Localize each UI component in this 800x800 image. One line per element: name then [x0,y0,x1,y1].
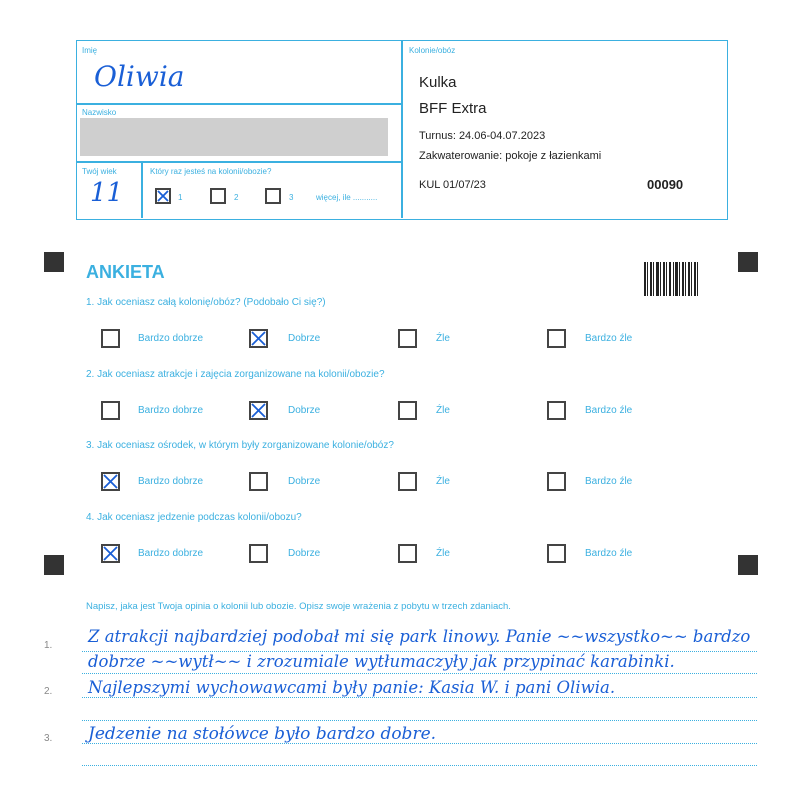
question-4-option-label: Źle [436,548,450,559]
question-2-text: 2. Jak oceniasz atrakcje i zajęcia zorganizowane na kolonii/obozie? [86,369,385,380]
question-3-checkbox-2[interactable] [249,472,268,491]
times-more-label: więcej, ile ........... [316,193,378,202]
camp-program: BFF Extra [419,100,487,117]
question-3-option-label: Źle [436,476,450,487]
question-1-checkbox-2[interactable] [249,329,268,348]
question-4-option-label: Dobrze [288,548,321,559]
question-3-text: 3. Jak oceniasz ośrodek, w którym były zorganizowane kolonie/obóz? [86,440,394,451]
registration-marker-top-left [44,252,64,272]
name-value[interactable]: Oliwia [94,60,185,93]
times-checkbox-1[interactable] [155,188,171,204]
question-4-checkbox-3[interactable] [398,544,417,563]
question-4-option-label: Bardzo dobrze [138,548,204,559]
times-label: Który raz jesteś na kolonii/obozie? [150,167,272,176]
question-2-checkbox-3[interactable] [398,401,417,420]
check-x-icon [155,188,171,204]
opinion-number-2: 2. [44,686,53,697]
form-number: 00090 [647,177,684,192]
question-2-checkbox-1[interactable] [101,401,120,420]
header-divider-age [141,161,143,218]
question-3-option-label: Bardzo źle [585,476,633,487]
question-3-option-label: Bardzo dobrze [138,476,204,487]
question-1-option-label: Dobrze [288,333,321,344]
registration-marker-bottom-left [44,555,64,575]
times-checkbox-3[interactable] [265,188,281,204]
camp-code: KUL 01/07/23 [419,179,486,191]
turnus-text: Turnus: 24.06-04.07.2023 [419,130,546,142]
barcode-icon [644,262,698,296]
age-value[interactable]: 11 [90,178,124,208]
survey-title: ANKIETA [86,262,165,282]
header-divider-vertical [401,40,403,218]
registration-marker-bottom-right [738,555,758,575]
check-x-icon [249,329,268,348]
opinion-line-1[interactable]: Z atrakcji najbardziej podobał mi się park linowy. Panie ~~wszystko~~ bardzo [88,627,751,646]
question-1-option-label: Źle [436,333,450,344]
check-x-icon [101,544,120,563]
opinion-line-2[interactable]: dobrze ~~wytł~~ i zrozumiale wytłumaczyły jak przypinać karabinki. [88,652,675,671]
question-2-checkbox-4[interactable] [547,401,566,420]
times-option-3: 3 [289,193,294,202]
question-1-checkbox-4[interactable] [547,329,566,348]
question-1-checkbox-1[interactable] [101,329,120,348]
question-2-option-label: Źle [436,405,450,416]
header-divider-name [76,103,402,105]
surname-label: Nazwisko [82,108,117,117]
question-4-option-label: Bardzo źle [585,548,633,559]
opinion-line-3[interactable]: Najlepszymi wychowawcami były panie: Kasia W. i pani Oliwia. [88,678,616,697]
accommodation-text: Zakwaterowanie: pokoje z łazienkami [419,150,602,162]
camp-label: Kolonie/obóz [409,46,456,55]
writing-line [82,673,757,674]
question-3-checkbox-3[interactable] [398,472,417,491]
times-option-1: 1 [178,193,183,202]
writing-line [82,765,757,766]
question-3-option-label: Dobrze [288,476,321,487]
surname-redacted [80,118,388,156]
times-checkbox-2[interactable] [210,188,226,204]
question-3-checkbox-4[interactable] [547,472,566,491]
question-4-text: 4. Jak oceniasz jedzenie podczas kolonii/obozu? [86,512,302,523]
opinion-line-4[interactable]: Jedzenie na stołówce było bardzo dobre. [88,724,437,744]
question-2-option-label: Bardzo źle [585,405,633,416]
question-2-option-label: Dobrze [288,405,321,416]
writing-line [82,720,757,721]
question-2-option-label: Bardzo dobrze [138,405,204,416]
writing-line [82,697,757,698]
times-option-2: 2 [234,193,239,202]
question-4-checkbox-1[interactable] [101,544,120,563]
registration-marker-top-right [738,252,758,272]
opinion-number-1: 1. [44,640,53,651]
question-1-checkbox-3[interactable] [398,329,417,348]
header-divider-surname [76,161,402,163]
question-3-checkbox-1[interactable] [101,472,120,491]
question-2-checkbox-2[interactable] [249,401,268,420]
opinion-number-3: 3. [44,733,53,744]
question-1-option-label: Bardzo źle [585,333,633,344]
barcode [644,262,698,296]
question-1-option-label: Bardzo dobrze [138,333,204,344]
question-4-checkbox-2[interactable] [249,544,268,563]
question-4-checkbox-4[interactable] [547,544,566,563]
camp-name: Kulka [419,74,457,91]
question-1-text: 1. Jak oceniasz całą kolonię/obóz? (Podobało Ci się?) [86,297,326,308]
check-x-icon [101,472,120,491]
check-x-icon [249,401,268,420]
name-label: Imię [82,46,98,55]
opinion-instruction: Napisz, jaka jest Twoja opinia o kolonii lub obozie. Opisz swoje wrażenia z pobytu w trzech zdaniach. [86,601,511,612]
age-label: Twój wiek [82,167,117,176]
